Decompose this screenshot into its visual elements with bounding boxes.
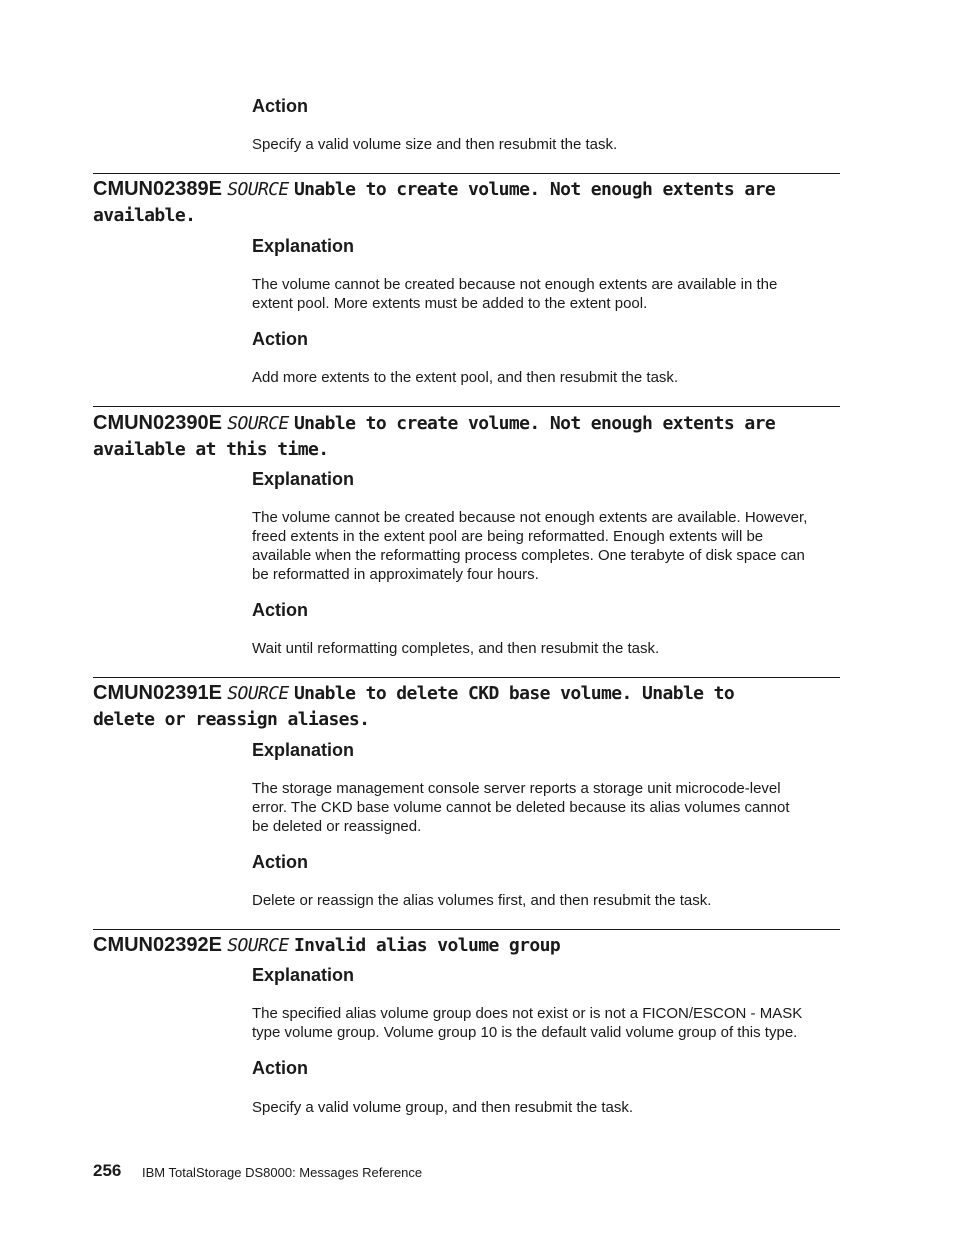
message-code: CMUN02392E xyxy=(93,934,222,956)
explanation-line: The volume cannot be created because not enough extents are available in the xyxy=(252,276,778,293)
explanation-text xyxy=(252,1004,844,1042)
message-code: CMUN02390E xyxy=(93,412,222,434)
action-text: Wait until reformatting completes, and then resubmit the task. xyxy=(252,640,660,657)
section-divider xyxy=(93,677,840,678)
message-text: Unable to delete CKD base volume. Unable to xyxy=(293,683,735,704)
message-text: Invalid alias volume group xyxy=(293,935,561,956)
message-source: SOURCE xyxy=(227,179,289,200)
explanation-heading: Explanation xyxy=(252,469,355,489)
message-text-continued: available at this time. xyxy=(93,439,329,460)
explanation-text xyxy=(252,779,844,836)
explanation-line: The specified alias volume group does not exist or is not a FICON/ESCON - MASK xyxy=(252,1005,803,1022)
message-title-cmun02389e xyxy=(93,176,843,229)
action-text: Specify a valid volume group, and then resubmit the task. xyxy=(252,1099,634,1116)
message-source: SOURCE xyxy=(227,683,289,704)
section-divider xyxy=(93,173,840,174)
message-text: Unable to create volume. Not enough extents are xyxy=(293,179,776,200)
explanation-line: extent pool. More extents must be added to the extent pool. xyxy=(252,295,648,312)
section-divider xyxy=(93,929,840,930)
intro-action-heading: Action xyxy=(252,96,308,116)
action-heading: Action xyxy=(252,600,308,620)
explanation-heading: Explanation xyxy=(252,236,355,256)
section-divider xyxy=(93,406,840,407)
message-code: CMUN02389E xyxy=(93,178,222,200)
explanation-heading: Explanation xyxy=(252,965,355,985)
message-text: Unable to create volume. Not enough extents are xyxy=(293,413,776,434)
message-source: SOURCE xyxy=(227,413,289,434)
explanation-line: freed extents in the extent pool are being reformatted. Enough extents will be xyxy=(252,528,764,545)
explanation-line: be reformatted in approximately four hours. xyxy=(252,566,539,583)
explanation-heading: Explanation xyxy=(252,740,355,760)
message-title-cmun02392e xyxy=(93,932,843,959)
intro-action-text: Specify a valid volume size and then resubmit the task. xyxy=(252,136,618,153)
action-heading: Action xyxy=(252,852,308,872)
action-heading: Action xyxy=(252,1058,308,1078)
explanation-line: The storage management console server reports a storage unit microcode-level xyxy=(252,780,781,797)
explanation-line: available when the reformatting process completes. One terabyte of disk space can xyxy=(252,547,805,564)
action-heading: Action xyxy=(252,329,308,349)
action-text: Add more extents to the extent pool, and then resubmit the task. xyxy=(252,369,679,386)
message-title-cmun02391e xyxy=(93,680,843,733)
explanation-text xyxy=(252,508,844,584)
message-title-cmun02390e xyxy=(93,410,843,463)
action-text: Delete or reassign the alias volumes first, and then resubmit the task. xyxy=(252,892,712,909)
explanation-line: error. The CKD base volume cannot be deleted because its alias volumes cannot xyxy=(252,799,790,816)
explanation-text xyxy=(252,275,844,313)
explanation-line: be deleted or reassigned. xyxy=(252,818,422,835)
explanation-line: The volume cannot be created because not enough extents are available. However, xyxy=(252,509,808,526)
message-text-continued: available. xyxy=(93,205,196,226)
page-number: 256 xyxy=(93,1161,122,1180)
book-title: IBM TotalStorage DS8000: Messages Reference xyxy=(142,1165,423,1180)
message-text-continued: delete or reassign aliases. xyxy=(93,709,370,730)
explanation-line: type volume group. Volume group 10 is the default valid volume group of this type. xyxy=(252,1024,798,1041)
message-source: SOURCE xyxy=(227,935,289,956)
message-code: CMUN02391E xyxy=(93,682,222,704)
